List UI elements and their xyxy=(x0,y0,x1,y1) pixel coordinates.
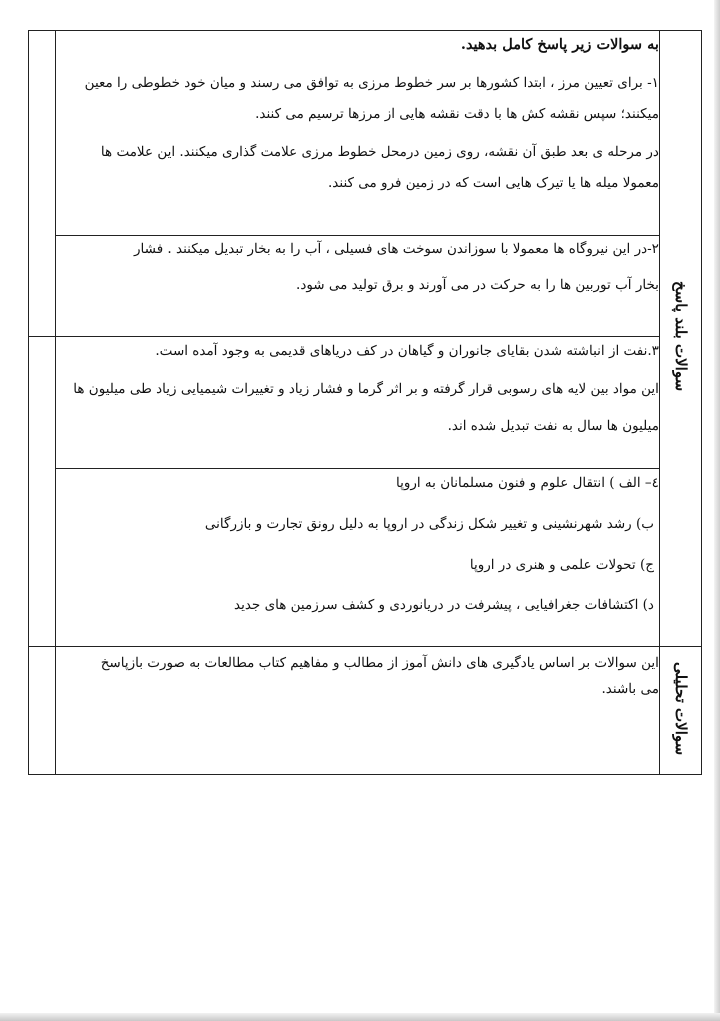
answer-row-3 xyxy=(29,337,702,469)
answer-1-line-4: معمولا میله ها یا تیرک هایی است که در زمین فرو می کنند. xyxy=(328,175,659,192)
section-analytical xyxy=(659,647,701,775)
answer-cell-5 xyxy=(56,647,660,775)
answer-3-line-1: ۳.نفت از انباشته شدن بقایای جانوران و گیاهان در کف دریاهای قدیمی به وجود آمده است. xyxy=(155,343,659,359)
answer-5-line-2: می باشند. xyxy=(601,680,659,697)
page-edge-shadow-bottom xyxy=(0,1013,720,1021)
answer-1-line-3: در مرحله ی بعد طبق آن نقشه، روی زمین درمحل خطوط مرزی علامت گذاری میکنند. این علامت ها xyxy=(100,143,659,160)
answer-1-line-2: میکنند؛ سپس نقشه کش ها با دقت نقشه هایی از مرزها ترسیم می کنند. xyxy=(255,106,659,123)
answer-cell-3 xyxy=(56,337,660,469)
answer-row-1 xyxy=(29,31,702,236)
answer-5-line-1: این سوالات بر اساس یادگیری های دانش آموز از مطالب و مفاهیم کتاب مطالعات به صورت بازپاسخ xyxy=(100,655,659,671)
score-cell-top xyxy=(29,31,56,337)
answer-4-line-4: د) اکتشافات جغرافیایی ، پیشرفت در دریانوردی و کشف سرزمین های جدید xyxy=(234,596,654,613)
answer-cell-4 xyxy=(56,469,660,647)
answer-row-2 xyxy=(29,236,702,337)
answer-sheet-table xyxy=(28,30,702,775)
answer-3-line-3: میلیون ها سال به نفت تبدیل شده اند. xyxy=(447,418,659,435)
answer-row-5 xyxy=(29,647,702,775)
answer-2-line-2: بخار آب توربین ها را به حرکت در می آورند و برق تولید می شود. xyxy=(296,276,659,293)
page-edge-shadow-right xyxy=(714,0,720,1021)
section-long-answer xyxy=(659,31,701,647)
answer-cell-1 xyxy=(56,31,660,236)
answer-2-line-1: ۲-در این نیروگاه ها معمولا با سوزاندن سوخت های فسیلی ، آب را به بخار تبدیل میکنند . فشار xyxy=(134,241,659,257)
score-cell-bottom xyxy=(29,647,56,775)
section-long-answer-label: سوالات بلند پاسخ xyxy=(671,281,690,392)
answer-4-line-2: ب) رشد شهرنشینی و تغییر شکل زندگی در اروپا به دلیل رونق تجارت و بازرگانی xyxy=(204,515,654,532)
answer-4-line-1: ٤– الف ) انتقال علوم و فنون مسلمانان به اروپا xyxy=(395,475,659,491)
answer-cell-2 xyxy=(56,236,660,337)
score-cell-middle xyxy=(29,337,56,647)
section-analytical-label: سوالات تحلیلی xyxy=(671,661,690,756)
answer-row-4 xyxy=(29,469,702,647)
answer-1-line-1: ۱- برای تعیین مرز ، ابتدا کشورها بر سر خطوط مرزی به توافق می رسند و میان خود خطوطی را معین xyxy=(84,74,659,91)
instructions-heading: به سوالات زیر پاسخ کامل بدهید. xyxy=(460,36,659,53)
answer-4-line-3: ج) تحولات علمی و هنری در اروپا xyxy=(469,557,654,574)
answer-3-line-2: این مواد بین لایه های رسوبی قرار گرفته و بر اثر گرما و فشار زیاد و تغییرات شیمیایی زیاد طی میلیون ها xyxy=(73,380,659,397)
